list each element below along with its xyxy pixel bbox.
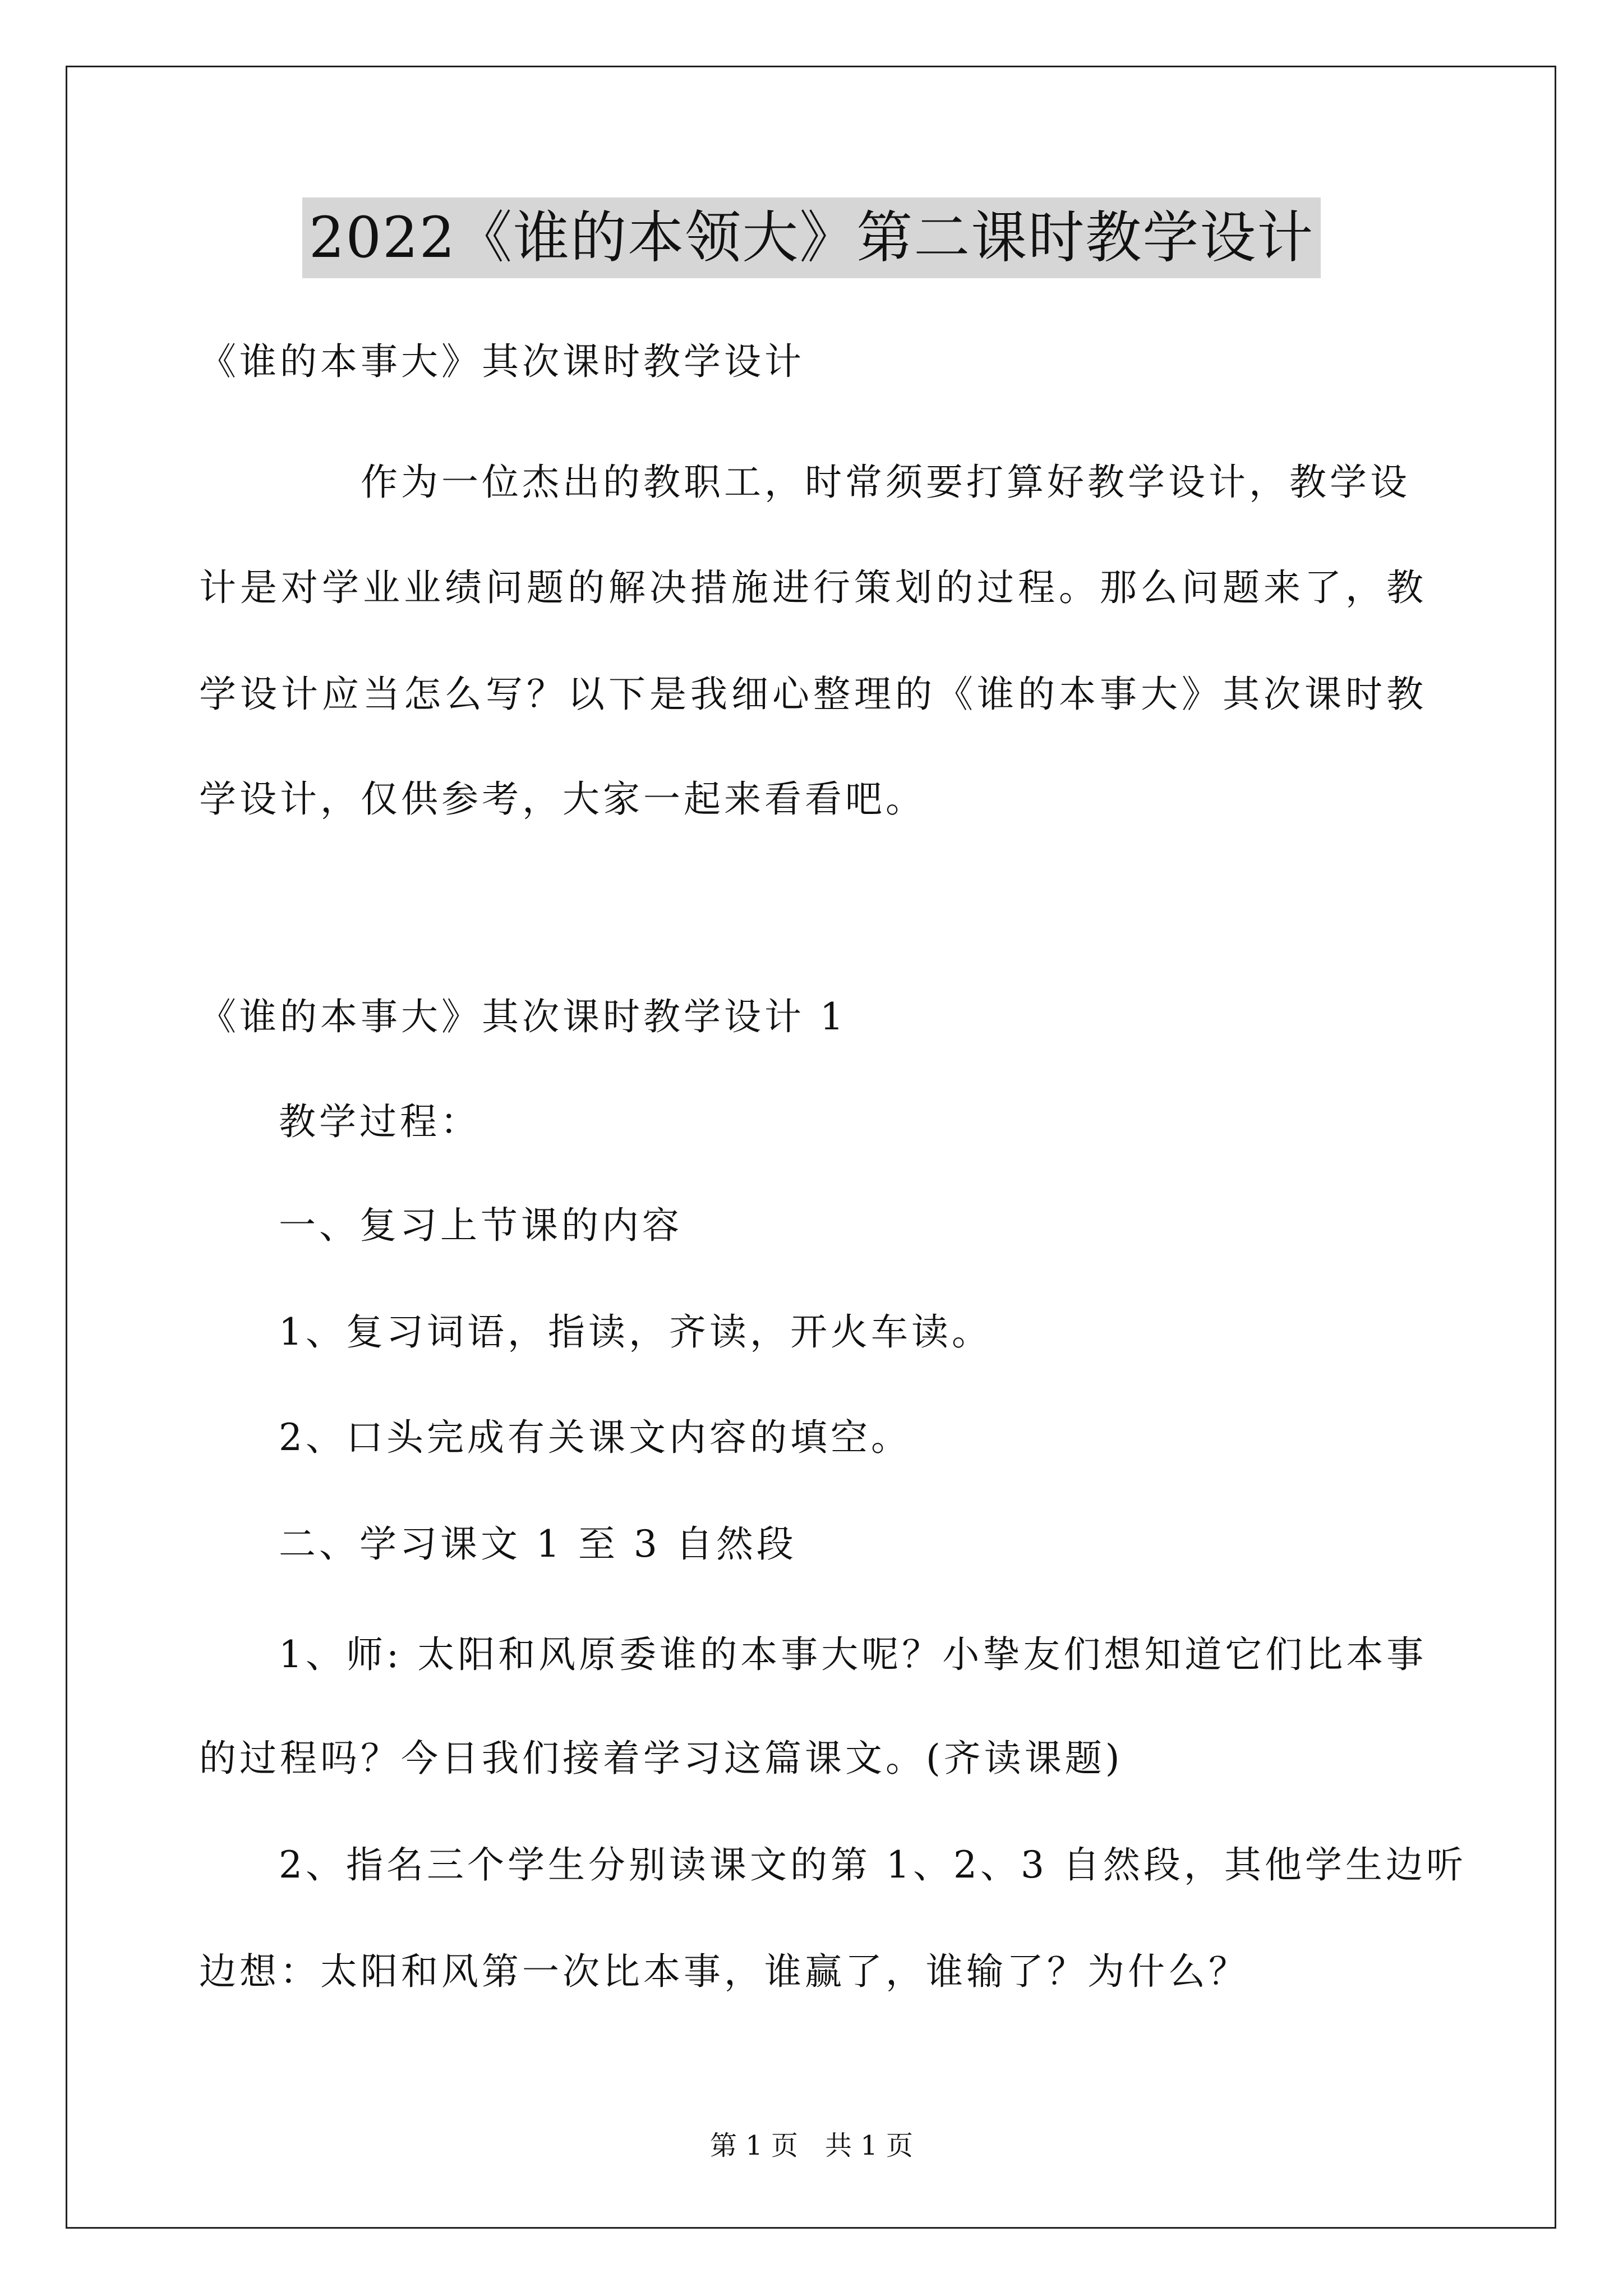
paragraph-line: 1、复习词语，指读，齐读，开火车读。 <box>279 1310 992 1354</box>
paragraph-line: 2、指名三个学生分别读课文的第 1、2、3 自然段，其他学生边听 <box>279 1843 1467 1887</box>
document-title: 2022《谁的本领大》第二课时教学设计 <box>302 197 1321 278</box>
paragraph-line: 二、学习课文 1 至 3 自然段 <box>279 1522 797 1566</box>
page-border <box>66 66 1556 2229</box>
section-heading: 《谁的本事大》其次课时教学设计 1 <box>199 995 847 1038</box>
paragraph-line: 计是对学业业绩问题的解决措施进行策划的过程。那么问题来了，教 <box>199 566 1423 609</box>
paragraph-line: 教学过程： <box>279 1100 481 1143</box>
paragraph-line: 边想：太阳和风第一次比本事，谁赢了，谁输了？为什么？ <box>199 1950 1249 1993</box>
paragraph-line: 1、师: 太阳和风原委谁的本事大呢？小挚友们想知道它们比本事 <box>279 1633 1427 1676</box>
paragraph-line: 2、口头完成有关课文内容的填空。 <box>279 1416 911 1459</box>
paragraph-line: 学设计，仅供参考，大家一起来看看吧。 <box>199 777 926 821</box>
paragraph-line: 一、复习上节课的内容 <box>279 1204 683 1247</box>
subtitle-line: 《谁的本事大》其次课时教学设计 <box>199 340 805 383</box>
page-footer: 第 1 页 共 1 页 <box>709 2130 914 2161</box>
paragraph-line: 的过程吗？今日我们接着学习这篇课文。(齐读课题) <box>199 1737 1123 1780</box>
document-title-wrap <box>0 197 1623 278</box>
paragraph-line: 学设计应当怎么写？以下是我细心整理的《谁的本事大》其次课时教 <box>199 673 1423 716</box>
paragraph-line: 作为一位杰出的教职工，时常须要打算好教学设计，教学设 <box>361 461 1410 504</box>
